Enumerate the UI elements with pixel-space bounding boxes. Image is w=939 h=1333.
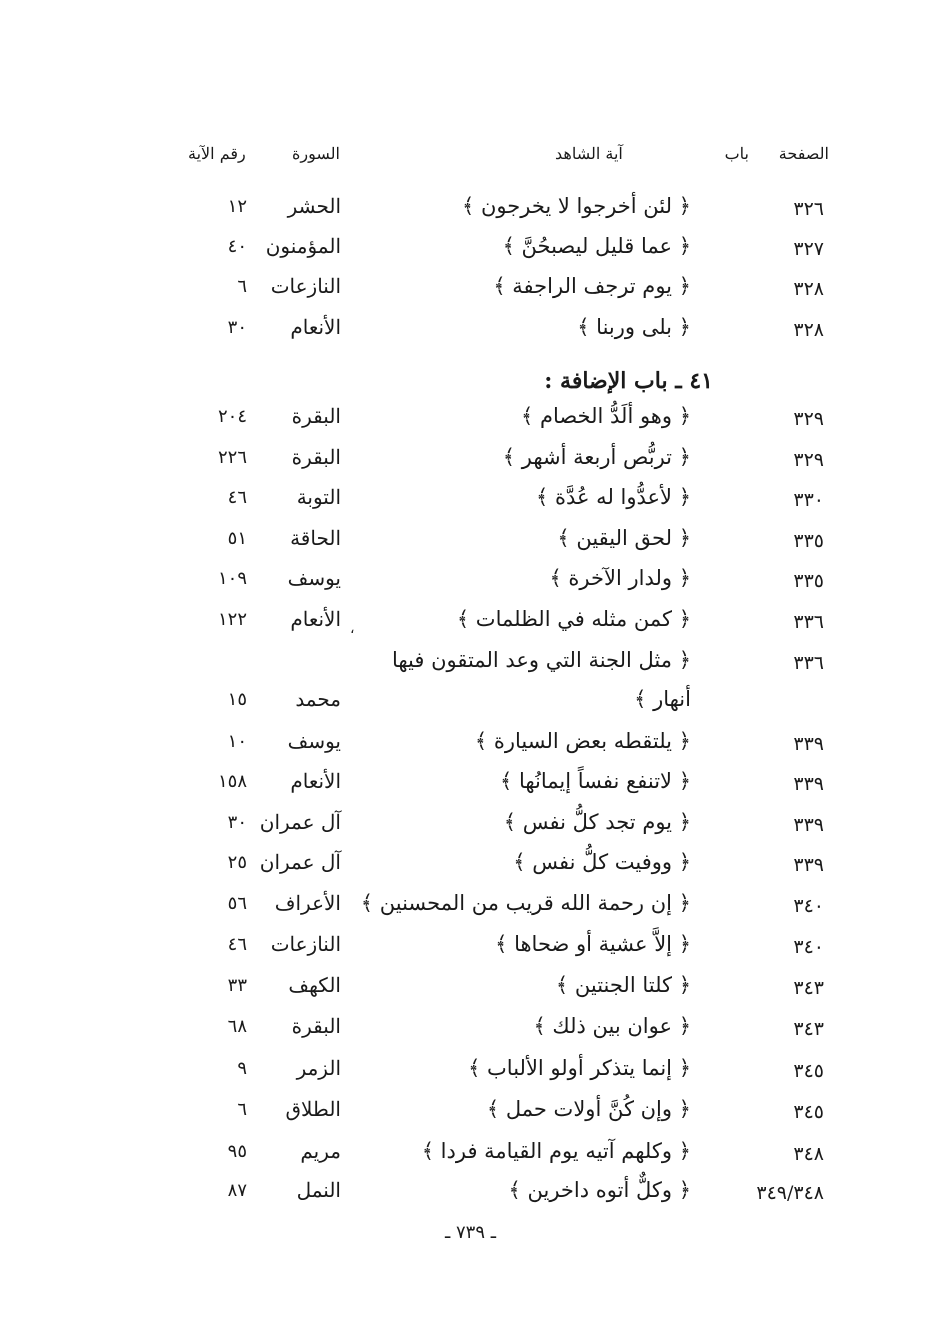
verse-text: ﴿ يوم ترجف الراجفة ﴾ — [493, 274, 691, 298]
verse-number: ٣٠ — [227, 812, 247, 833]
table-row — [0, 1135, 939, 1175]
page-number: ٣٤٥ — [793, 1101, 824, 1123]
sura-name: الأنعام — [290, 769, 341, 793]
verse-text: ﴿ لاتنفع نفساً إيمانُها ﴾ — [499, 769, 691, 793]
section-title: ٤١ ـ باب الإضافة : — [544, 368, 713, 394]
verse-text: ﴿ وهو ألَدُّ الخصام ﴾ — [520, 404, 691, 428]
page-number: ٣٣٩ — [793, 854, 824, 876]
verse-text: ﴿ مثل الجنة التي وعد المتقون فيها — [391, 648, 691, 672]
verse-text: ﴿ لأعدُّوا له عُدَّة ﴾ — [535, 485, 691, 509]
table-row — [0, 230, 939, 270]
table-row — [0, 846, 939, 886]
table-row-continuation — [0, 683, 939, 723]
table-row — [0, 765, 939, 805]
table-row — [0, 522, 939, 562]
verse-text: ﴿ كمن مثله في الظلمات ﴾ — [456, 607, 691, 631]
sura-name: الكهف — [288, 973, 341, 997]
sura-name: الأنعام — [290, 607, 341, 631]
verse-text: ﴿ وكلهم آتيه يوم القيامة فردا ﴾ — [421, 1139, 691, 1163]
verse-number: ١٥٨ — [217, 771, 247, 792]
page-number: ٣٢٨ — [793, 319, 824, 341]
page-number: ٣٤٠ — [793, 895, 824, 917]
sura-name: آل عمران — [259, 850, 341, 874]
page-number: ٣٢٧ — [793, 238, 824, 260]
page-number: ٣٣٩ — [793, 814, 824, 836]
verse-text: ﴿ عوان بين ذلك ﴾ — [533, 1014, 691, 1038]
verse-number: ٤٠ — [227, 236, 247, 257]
verse-number: ١٥ — [227, 689, 247, 710]
sura-name: النمل — [296, 1178, 341, 1202]
table-row — [0, 603, 939, 643]
verse-number: ٥١ — [227, 528, 247, 549]
verse-number: ٨٧ — [227, 1180, 247, 1201]
sura-name: النازعات — [270, 274, 341, 298]
verse-number: ٦٨ — [227, 1016, 247, 1037]
verse-text: ﴿ بلى وربنا ﴾ — [577, 315, 691, 339]
verse-number: ٣٠ — [227, 317, 247, 338]
verse-number: ١٢ — [227, 196, 247, 217]
sura-name: يوسف — [287, 729, 341, 753]
page-number: ٣٣٥ — [793, 570, 824, 592]
verse-number: ٩ — [237, 1058, 247, 1079]
sura-name: يوسف — [287, 566, 341, 590]
verse-number: ١٠٩ — [217, 568, 247, 589]
verse-text: ﴿ يلتقطه بعض السيارة ﴾ — [474, 729, 691, 753]
page-number: ٣٤٣ — [793, 1018, 824, 1040]
verse-text: ﴿ تربُّص أربعة أشهر ﴾ — [502, 445, 691, 469]
page-number: ٣٤٥ — [793, 1060, 824, 1082]
verse-number: ٢٢٦ — [217, 447, 247, 468]
verse-text: ﴿ ووفيت كلُّ نفس ﴾ — [513, 850, 691, 874]
table-row — [0, 928, 939, 968]
sura-name: التوبة — [296, 485, 341, 509]
table-row — [0, 1052, 939, 1092]
verse-number: ١٠ — [227, 731, 247, 752]
sura-name: الزمر — [296, 1056, 341, 1080]
verse-text: ﴿ لئن أخرجوا لا يخرجون ﴾ — [462, 194, 691, 218]
sura-name: البقرة — [291, 404, 341, 428]
sura-name: البقرة — [291, 445, 341, 469]
page-number: ٣٤٣ — [793, 977, 824, 999]
sura-name: البقرة — [291, 1014, 341, 1038]
page-number: ٣٢٩ — [793, 408, 824, 430]
sura-name: المؤمنون — [265, 234, 341, 258]
stray-mark: ، — [350, 621, 355, 637]
verse-number: ٤٦ — [227, 934, 247, 955]
table-row — [0, 441, 939, 481]
table-row — [0, 887, 939, 927]
page-number: ٣٣٠ — [793, 489, 824, 511]
page-number: ٣٢٨ — [793, 278, 824, 300]
table-row — [0, 562, 939, 602]
verse-number: ٩٥ — [227, 1141, 247, 1162]
header-bab-column: باب — [724, 144, 749, 163]
header-verse-number-column: رقم الآية — [188, 144, 246, 163]
footer-page-number: ـ ٧٣٩ ـ — [445, 1222, 497, 1243]
table-row — [0, 1174, 939, 1214]
table-row — [0, 270, 939, 310]
verse-text: ﴿ وكلٌّ أتوه داخرين ﴾ — [508, 1178, 691, 1202]
sura-name: الحاقة — [290, 526, 341, 550]
header-verse-column: آية الشاهد — [555, 144, 623, 163]
sura-name: محمد — [295, 687, 341, 711]
sura-name: الأعراف — [274, 891, 341, 915]
table-row — [0, 481, 939, 521]
verse-number: ٥٦ — [227, 893, 247, 914]
verse-text: ﴿ كلتا الجنتين ﴾ — [555, 973, 691, 997]
sura-name: الأنعام — [290, 315, 341, 339]
page-number: ٣٣٥ — [793, 530, 824, 552]
sura-name: آل عمران — [259, 810, 341, 834]
header-page-column: الصفحة — [778, 144, 829, 163]
verse-text: ﴿ يوم تجد كلُّ نفس ﴾ — [503, 810, 691, 834]
page-number: ٣٤٨ — [793, 1143, 824, 1165]
verse-text: ﴿ وإن كُنَّ أولات حمل ﴾ — [486, 1097, 691, 1121]
verse-text: ﴿ ولدار الآخرة ﴾ — [549, 566, 691, 590]
verse-text: ﴿ لحق اليقين ﴾ — [557, 526, 691, 550]
table-row — [0, 1093, 939, 1133]
table-row — [0, 311, 939, 351]
table-row — [0, 806, 939, 846]
page-number: ٣٣٩ — [793, 773, 824, 795]
table-row — [0, 190, 939, 230]
table-row — [0, 400, 939, 440]
sura-name: مريم — [300, 1139, 341, 1163]
table-row — [0, 725, 939, 765]
verse-number: ١٢٢ — [217, 609, 247, 630]
page-number: ٣٣٦ — [793, 611, 824, 633]
table-row — [0, 1010, 939, 1050]
verse-text: ﴿ عما قليل ليصبحُنَّ ﴾ — [502, 234, 691, 258]
page-number: ٣٤٩/٣٤٨ — [756, 1182, 824, 1204]
page-number: ٣٣٩ — [793, 733, 824, 755]
page-number: ٣٢٦ — [793, 198, 824, 220]
page-number: ٣٢٩ — [793, 449, 824, 471]
verse-number: ٦ — [237, 276, 247, 297]
sura-name: النازعات — [270, 932, 341, 956]
page-number: ٣٣٦ — [793, 652, 824, 674]
sura-name: الحشر — [287, 194, 341, 218]
header-sura-column: السورة — [292, 144, 340, 163]
verse-number: ٢٥ — [227, 852, 247, 873]
verse-text: ﴿ إن رحمة الله قريب من المحسنين ﴾ — [360, 891, 691, 915]
table-row — [0, 644, 939, 684]
page-number: ٣٤٠ — [793, 936, 824, 958]
verse-number: ٢٠٤ — [217, 406, 247, 427]
verse-text: ﴿ إنما يتذكر أولو الألباب ﴾ — [468, 1056, 691, 1080]
verse-number: ٦ — [237, 1099, 247, 1120]
verse-number: ٤٦ — [227, 487, 247, 508]
table-row — [0, 969, 939, 1009]
sura-name: الطلاق — [285, 1097, 341, 1121]
verse-number: ٣٣ — [227, 975, 247, 996]
verse-continuation: أنهار ﴾ — [634, 687, 691, 711]
verse-text: ﴿ إلاَّ عشية أو ضحاها ﴾ — [495, 932, 691, 956]
